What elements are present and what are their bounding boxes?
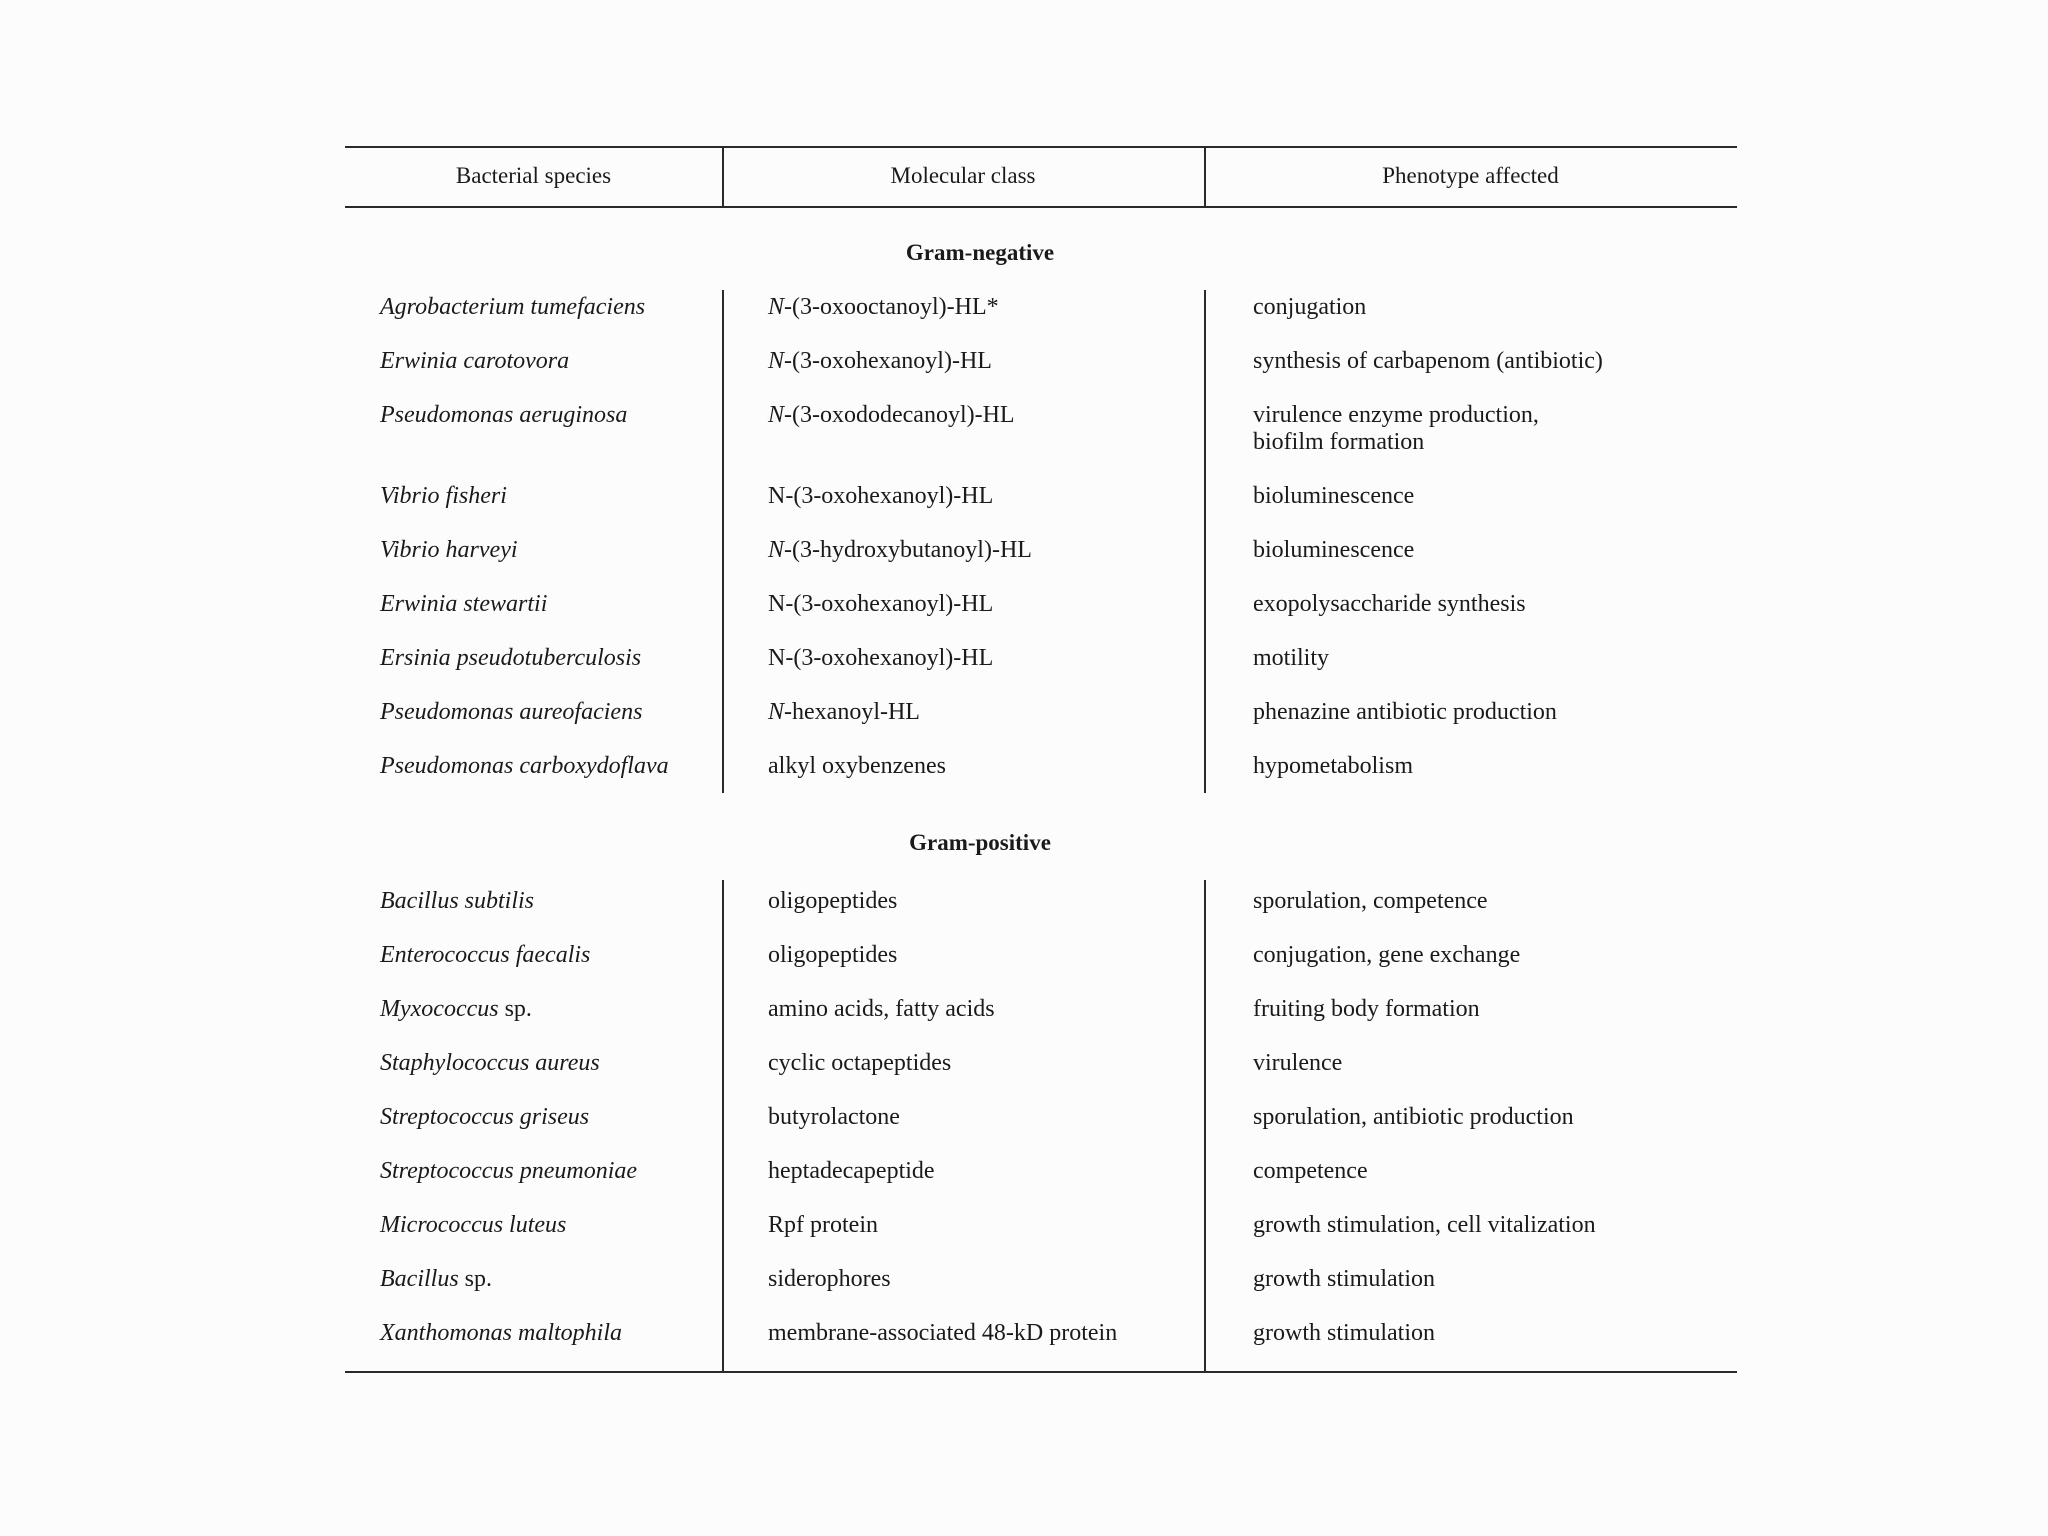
species-cell: Xanthomonas maltophila bbox=[380, 1320, 623, 1346]
species-cell: Staphylococcus aureus bbox=[380, 1050, 600, 1076]
section-title-gram-negative: Gram-negative bbox=[905, 240, 1055, 265]
phenotype-cell: competence bbox=[1253, 1158, 1368, 1184]
molecular-class-cell: N-(3-oxooctanoyl)-HL* bbox=[768, 294, 999, 320]
molecular-class-cell: N-(3-oxohexanoyl)-HL bbox=[768, 348, 992, 374]
species-cell: Streptococcus griseus bbox=[380, 1104, 590, 1130]
species-cell: Agrobacterium tumefaciens bbox=[380, 294, 646, 320]
phenotype-cell: growth stimulation bbox=[1253, 1266, 1435, 1292]
molecular-class-cell: N-(3-oxohexanoyl)-HL bbox=[768, 483, 994, 509]
species-cell: Bacillus sp. bbox=[380, 1266, 492, 1292]
molecular-class-cell: N-(3-oxohexanoyl)-HL bbox=[768, 591, 994, 617]
phenotype-cell: bioluminescence bbox=[1253, 537, 1415, 563]
species-cell: Enterococcus faecalis bbox=[380, 942, 591, 968]
species-cell: Ersinia pseudotuberculosis bbox=[380, 645, 642, 671]
phenotype-cell: conjugation, gene exchange bbox=[1253, 942, 1521, 968]
molecular-class-cell: butyrolactone bbox=[768, 1104, 900, 1130]
phenotype-cell: phenazine antibiotic production bbox=[1253, 699, 1557, 725]
species-cell: Erwinia carotovora bbox=[380, 348, 570, 374]
species-cell: Vibrio fisheri bbox=[380, 483, 507, 509]
phenotype-cell: conjugation bbox=[1253, 294, 1367, 320]
species-cell: Myxococcus sp. bbox=[380, 996, 532, 1022]
species-cell: Pseudomonas carboxydoflava bbox=[380, 753, 669, 779]
molecular-class-cell: oligopeptides bbox=[768, 942, 898, 968]
column-header-species: Bacterial species bbox=[455, 163, 612, 188]
column-header-phenotype: Phenotype affected bbox=[1382, 163, 1559, 188]
phenotype-cell: fruiting body formation bbox=[1253, 996, 1480, 1022]
molecular-class-cell: N-(3-oxohexanoyl)-HL bbox=[768, 645, 994, 671]
molecular-class-cell: amino acids, fatty acids bbox=[768, 996, 995, 1022]
header-bottom-rule bbox=[345, 206, 1737, 208]
molecular-class-cell: N-(3-hydroxybutanoyl)-HL bbox=[768, 537, 1032, 563]
table-bottom-rule bbox=[345, 1371, 1737, 1373]
molecular-class-cell: cyclic octapeptides bbox=[768, 1050, 952, 1076]
molecular-class-cell: N-hexanoyl-HL bbox=[768, 699, 920, 725]
species-cell: Erwinia stewartii bbox=[380, 591, 548, 617]
gram-positive-separator-1 bbox=[722, 880, 724, 1371]
species-cell: Vibrio harveyi bbox=[380, 537, 518, 563]
phenotype-cell: virulence bbox=[1253, 1050, 1343, 1076]
phenotype-cell: motility bbox=[1253, 645, 1330, 671]
phenotype-cell: sporulation, antibiotic production bbox=[1253, 1104, 1574, 1130]
gram-negative-separator-2 bbox=[1204, 290, 1206, 793]
phenotype-cell: sporulation, competence bbox=[1253, 888, 1488, 914]
species-cell: Streptococcus pneumoniae bbox=[380, 1158, 638, 1184]
molecular-class-cell: alkyl oxybenzenes bbox=[768, 753, 946, 779]
species-cell: Pseudomonas aureofaciens bbox=[380, 699, 643, 725]
molecular-class-cell: Rpf protein bbox=[768, 1212, 878, 1238]
species-cell: Bacillus subtilis bbox=[380, 888, 535, 914]
phenotype-cell: synthesis of carbapenom (antibiotic) bbox=[1253, 348, 1603, 374]
phenotype-cell: hypometabolism bbox=[1253, 753, 1413, 779]
section-title-gram-positive: Gram-positive bbox=[909, 830, 1051, 855]
phenotype-cell: exopolysaccharide synthesis bbox=[1253, 591, 1526, 617]
molecular-class-cell: membrane-associated 48-kD protein bbox=[768, 1320, 1118, 1346]
column-header-molecular-class: Molecular class bbox=[890, 163, 1036, 188]
molecular-class-cell: oligopeptides bbox=[768, 888, 898, 914]
phenotype-cell: growth stimulation bbox=[1253, 1320, 1435, 1346]
species-cell: Micrococcus luteus bbox=[380, 1212, 567, 1238]
phenotype-cell: growth stimulation, cell vitalization bbox=[1253, 1212, 1596, 1238]
gram-negative-separator-1 bbox=[722, 290, 724, 793]
gram-positive-separator-2 bbox=[1204, 880, 1206, 1371]
molecular-class-cell: N-(3-oxododecanoyl)-HL bbox=[768, 402, 1015, 428]
phenotype-cell: virulence enzyme production, biofilm formation bbox=[1253, 402, 1539, 455]
molecular-class-cell: heptadecapeptide bbox=[768, 1158, 935, 1184]
species-cell: Pseudomonas aeruginosa bbox=[380, 402, 628, 428]
phenotype-cell: bioluminescence bbox=[1253, 483, 1415, 509]
molecular-class-cell: siderophores bbox=[768, 1266, 891, 1292]
